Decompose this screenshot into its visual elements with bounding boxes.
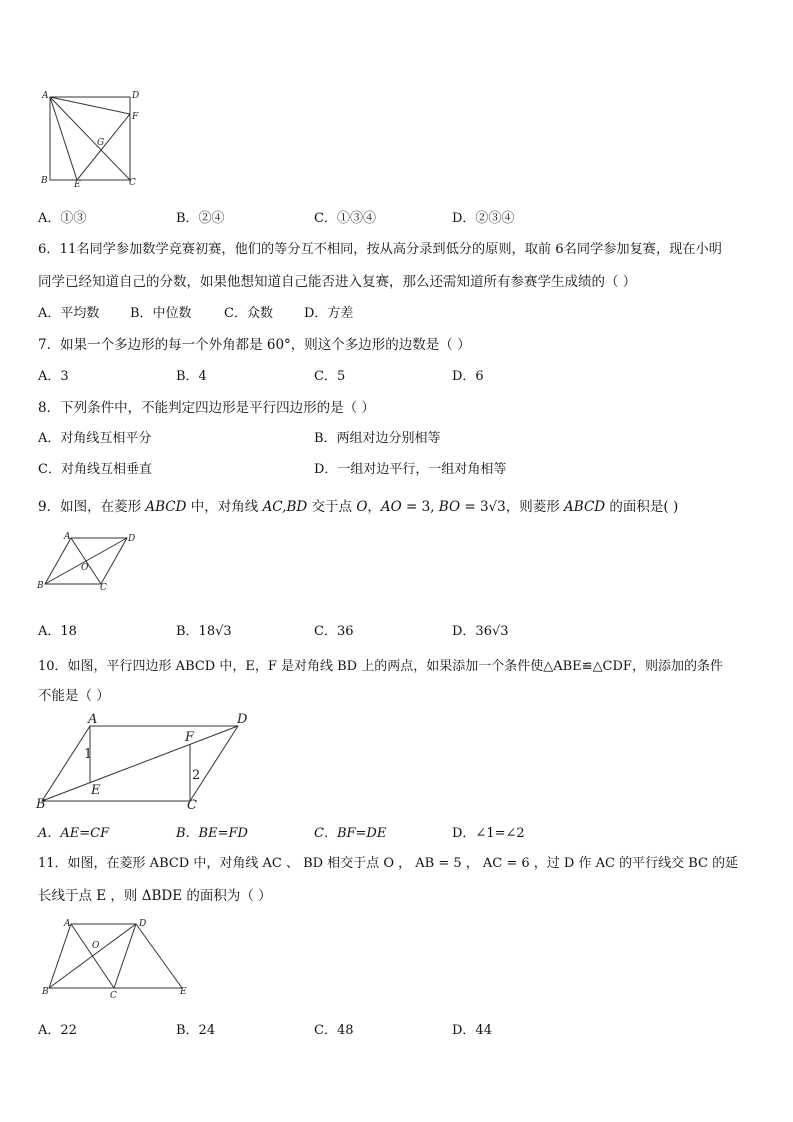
q10-angle-1: 1	[84, 747, 93, 762]
q5-label-f: F	[132, 112, 139, 122]
q11-option-d: D．44	[452, 1023, 492, 1038]
q11-label-o: O	[92, 941, 100, 951]
q5-label-g: G	[97, 138, 105, 148]
q11-option-a: A．22	[38, 1023, 77, 1038]
q10-label-b: B	[36, 797, 46, 812]
q7-option-a: A．3	[38, 369, 69, 384]
q11-label-d: D	[139, 919, 147, 929]
q11-option-c: C．48	[314, 1023, 354, 1038]
q5-label-d: D	[132, 91, 140, 101]
q10-option-c: C．BF=DE	[314, 826, 387, 841]
q10-figure	[36, 710, 256, 814]
q8-option-c: C．对角线互相垂直	[38, 462, 152, 477]
q6-option-c: C．众数	[224, 306, 273, 321]
q6-stem-line2: 同学已经知道自己的分数，如果他想知道自己能否进入复赛，那么还需知道所有参赛学生成绩的（ ）	[38, 274, 637, 290]
q9-option-d: D．36√3	[452, 624, 509, 639]
q5-option-a: A．①③	[38, 211, 87, 226]
q9-option-c: C．36	[314, 624, 354, 639]
q9-label-a: A	[64, 532, 71, 542]
q9-label-d: D	[128, 534, 136, 544]
q5-label-a: A	[42, 91, 49, 101]
q10-stem-line2: 不能是（ ）	[38, 688, 110, 704]
q9-option-a: A．18	[38, 624, 77, 639]
q8-option-b: B．两组对边分别相等	[314, 431, 441, 446]
q8-option-a: A．对角线互相平分	[38, 431, 152, 446]
q9-option-b: B．18√3	[176, 624, 232, 639]
q11-label-c: C	[110, 991, 117, 1001]
q10-label-e: E	[91, 783, 101, 798]
q6-option-d: D．方差	[304, 306, 354, 321]
q11-stem-line2: 长线于点 E ，则 ΔBDE 的面积为（ ）	[38, 888, 272, 904]
q6-option-b: B．中位数	[130, 306, 192, 321]
q9-label-b: B	[37, 581, 44, 591]
q5-option-b: B．②④	[176, 211, 225, 226]
q5-option-d: D．②③④	[452, 211, 515, 226]
q9-label-o: O	[81, 563, 89, 573]
q5-figure	[36, 88, 146, 188]
q11-label-e: E	[180, 987, 187, 997]
q6-option-a: A．平均数	[38, 306, 100, 321]
q10-label-d: D	[237, 712, 248, 727]
q10-label-c: C	[187, 798, 197, 813]
q11-label-a: A	[64, 919, 71, 929]
q10-option-b: B．BE=FD	[176, 826, 248, 841]
q11-stem-line1: 11．如图，在菱形 ABCD 中，对角线 AC 、 BD 相交于点 O ， AB = 5 ， AC = 6 ，过 D 作 AC 的平行线交 BC 的延	[38, 856, 739, 871]
q9-figure	[36, 530, 146, 592]
q8-option-d: D．一组对边平行，一组对角相等	[314, 462, 507, 477]
q9-label-c: C	[100, 583, 107, 593]
q10-stem-line1: 10．如图，平行四边形 ABCD 中，E，F 是对角线 BD 上的两点，如果添加一个条件使△ABE≌△CDF，则添加的条件	[38, 659, 723, 674]
q7-option-c: C．5	[314, 369, 346, 384]
q5-label-e: E	[74, 180, 81, 190]
q5-option-c: C．①③④	[314, 211, 376, 226]
q8-stem: 8．下列条件中，不能判定四边形是平行四边形的是（ ）	[38, 400, 375, 416]
q11-label-b: B	[42, 987, 49, 997]
q11-figure	[36, 915, 206, 1005]
q10-option-d: D．∠1=∠2	[452, 826, 525, 841]
q10-label-f: F	[185, 730, 195, 745]
q10-option-a: A．AE=CF	[38, 826, 110, 841]
q11-option-b: B．24	[176, 1023, 216, 1038]
q5-label-b: B	[41, 176, 48, 186]
q9-stem: 9．如图，在菱形 ABCD 中，对角线 AC,BD 交于点 O，AO = 3, BO = 3√3，则菱形 ABCD 的面积是( )	[38, 499, 679, 515]
q6-stem-line1: 6．11名同学参加数学竞赛初赛，他们的等分互不相同，按从高分录到低分的原则，取前 6名同学参加复赛，现在小明	[38, 242, 722, 257]
q5-label-c: C	[129, 178, 136, 188]
q10-angle-2: 2	[192, 768, 201, 783]
q10-label-a: A	[88, 712, 98, 727]
q7-option-d: D．6	[452, 369, 484, 384]
q7-stem: 7．如果一个多边形的每一个外角都是 60°，则这个多边形的边数是（ ）	[38, 337, 471, 353]
q7-option-b: B．4	[176, 369, 207, 384]
